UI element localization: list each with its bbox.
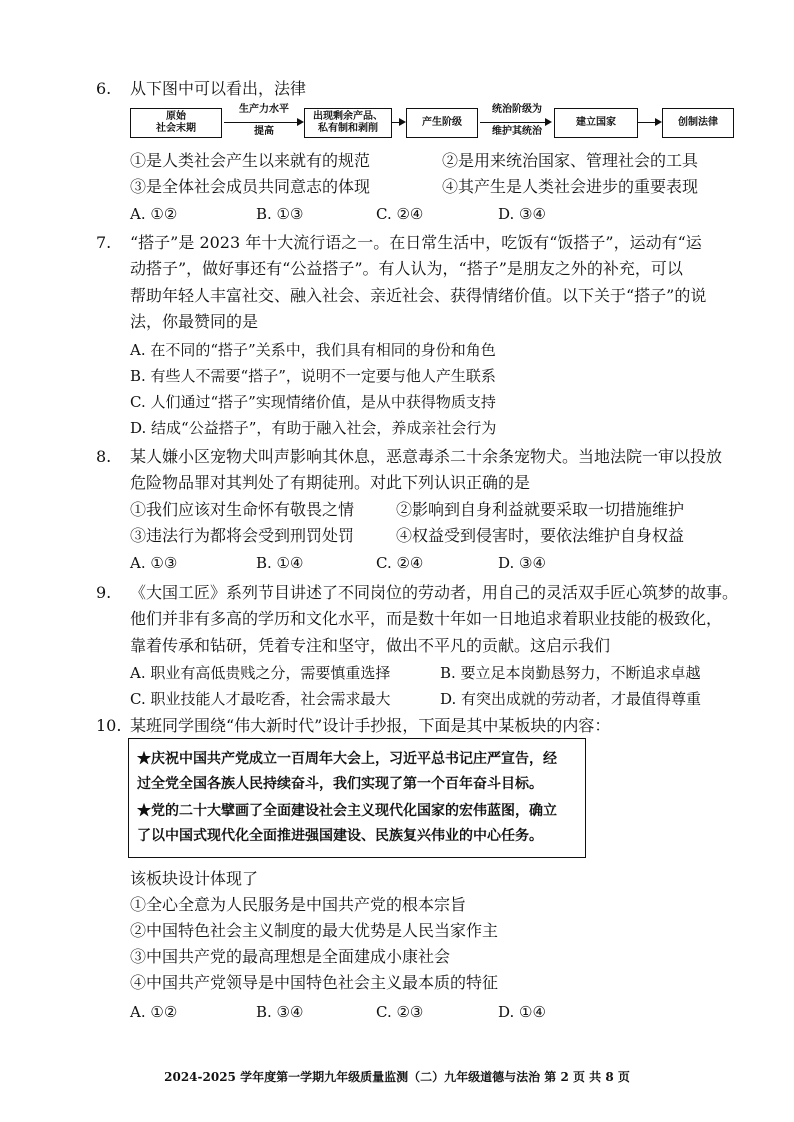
option-d: D. ③④	[498, 554, 546, 572]
option-d: D. ③④	[498, 205, 546, 223]
statement-4: ④其产生是人类社会进步的重要表现	[442, 177, 699, 196]
question-8-number: 8.	[96, 447, 112, 466]
option-a: A. 职业有高低贵贱之分，需要慎重选择	[130, 664, 391, 682]
question-9-line: 靠着传承和钻研，凭着专注和坚守，做出不平凡的贡献。这启示我们	[130, 636, 611, 655]
option-a: A. ①②	[130, 205, 178, 223]
question-7-line: “搭子”是 2023 年十大流行语之一。在日常生活中，吃饭有“饭搭子”，运动有“运	[130, 233, 702, 252]
option-c: C. ②③	[376, 1003, 424, 1021]
flow-box-text: 私有制和剥削	[318, 123, 378, 134]
question-10-prompt: 该板块设计体现了	[130, 869, 259, 888]
option-c: C. ②④	[376, 554, 424, 572]
flow-label-improve: 提高	[254, 126, 274, 137]
question-8-line: 危险物品罪对其判处了有期徒刑。对此下列认识正确的是	[130, 473, 531, 492]
question-10-stem: 某班同学围绕“伟大新时代”设计手抄报，下面是其中某板块的内容：	[130, 716, 611, 735]
statement-2: ②影响到自身利益就要采取一切措施维护	[396, 500, 685, 519]
option-c: C. ②④	[376, 205, 424, 223]
statement-4: ④中国共产党领导是中国特色社会主义最本质的特征	[130, 973, 499, 992]
flow-box-primitive-society	[130, 108, 222, 138]
option-d: D. 有突出成就的劳动者，才最值得尊重	[440, 690, 702, 708]
question-6-stem: 从下图中可以看出，法律	[130, 79, 307, 98]
flow-label-ruling-class: 统治阶级为	[492, 104, 542, 115]
flow-arrow	[638, 122, 660, 123]
statement-1: ①我们应该对生命怀有敬畏之情	[130, 500, 355, 519]
flow-box-text: 出现剩余产品、	[313, 111, 383, 122]
flow-box-text: 原始	[166, 111, 186, 122]
flow-label-productivity: 生产力水平	[239, 104, 289, 115]
question-7-line: 帮助年轻人丰富社交、融入社会、亲近社会、获得情绪价值。以下关于“搭子”的说	[130, 286, 707, 305]
option-b: B. ①③	[256, 205, 304, 223]
board-line: 了以中国式现代化全面推进强国建设、民族复兴伟业的中心任务。	[137, 828, 543, 844]
statement-3: ③违法行为都将会受到刑罚处罚	[130, 526, 355, 545]
flow-box-law: 创制法律	[662, 108, 734, 138]
flow-arrow	[392, 122, 404, 123]
statement-3: ③是全体社会成员共同意志的体现	[130, 177, 371, 196]
option-d: D. 结成“公益搭子”，有助于融入社会，养成亲社会行为	[130, 419, 497, 437]
flow-arrow	[224, 122, 302, 123]
page-footer: 2024-2025 学年度第一学期九年级质量监测（二）九年级道德与法治 第 2 页 共 8 页	[164, 1070, 630, 1084]
option-d: D. ①④	[498, 1003, 546, 1021]
statement-4: ④权益受到侵害时，要依法维护自身权益	[396, 526, 685, 545]
option-b: B. 有些人不需要“搭子”，说明不一定要与他人产生联系	[130, 367, 496, 385]
question-7-number: 7.	[96, 233, 112, 252]
option-c: C. 职业技能人才最吃香，社会需求最大	[130, 690, 391, 708]
flow-arrow	[480, 122, 550, 123]
option-c: C. 人们通过“搭子”实现情绪价值，是从中获得物质支持	[130, 393, 496, 411]
statement-2: ②中国特色社会主义制度的最大优势是人民当家作主	[130, 921, 499, 940]
question-10-number: 10.	[96, 716, 122, 735]
question-9-line: 《大国工匠》系列节目讲述了不同岗位的劳动者，用自己的灵活双手匠心筑梦的故事。	[130, 583, 739, 602]
flow-box-text: 社会末期	[156, 123, 196, 134]
statement-1: ①是人类社会产生以来就有的规范	[130, 151, 371, 170]
question-7-line: 动搭子”，做好事还有“公益搭子”。有人认为，“搭子”是朋友之外的补充，可以	[130, 259, 683, 278]
question-6-number: 6.	[96, 79, 112, 98]
option-b: B. ③④	[256, 1003, 304, 1021]
question-9-number: 9.	[96, 583, 112, 602]
statement-2: ②是用来统治国家、管理社会的工具	[442, 151, 699, 170]
flow-label-maintain-rule: 维护其统治	[492, 126, 542, 137]
handwritten-newspaper-board	[128, 738, 586, 858]
option-a: A. 在不同的“搭子”关系中，我们具有相同的身份和角色	[130, 341, 496, 359]
option-a: A. ①③	[130, 554, 178, 572]
board-line: 过全党全国各族人民持续奋斗，我们实现了第一个百年奋斗目标。	[137, 776, 543, 792]
statement-3: ③中国共产党的最高理想是全面建成小康社会	[130, 947, 451, 966]
question-8-line: 某人嫌小区宠物犬叫声影响其休息，恶意毒杀二十余条宠物犬。当地法院一审以投放	[130, 447, 723, 466]
question-7-line: 法，你最赞同的是	[130, 312, 259, 331]
option-a: A. ①②	[130, 1003, 178, 1021]
flow-box-classes: 产生阶级	[406, 108, 478, 138]
board-line: ★党的二十大擘画了全面建设社会主义现代化国家的宏伟蓝图，确立	[137, 803, 557, 819]
statement-1: ①全心全意为人民服务是中国共产党的根本宗旨	[130, 895, 467, 914]
option-b: B. ①④	[256, 554, 304, 572]
flow-box-state: 建立国家	[554, 108, 638, 138]
question-9-line: 他们并非有多高的学历和文化水平，而是数十年如一日地追求着职业技能的极致化，	[130, 609, 723, 628]
board-line: ★庆祝中国共产党成立一百周年大会上，习近平总书记庄严宣告，经	[137, 751, 557, 767]
flow-box-surplus	[304, 108, 392, 138]
option-b: B. 要立足本岗勤恳努力，不断追求卓越	[440, 664, 701, 682]
